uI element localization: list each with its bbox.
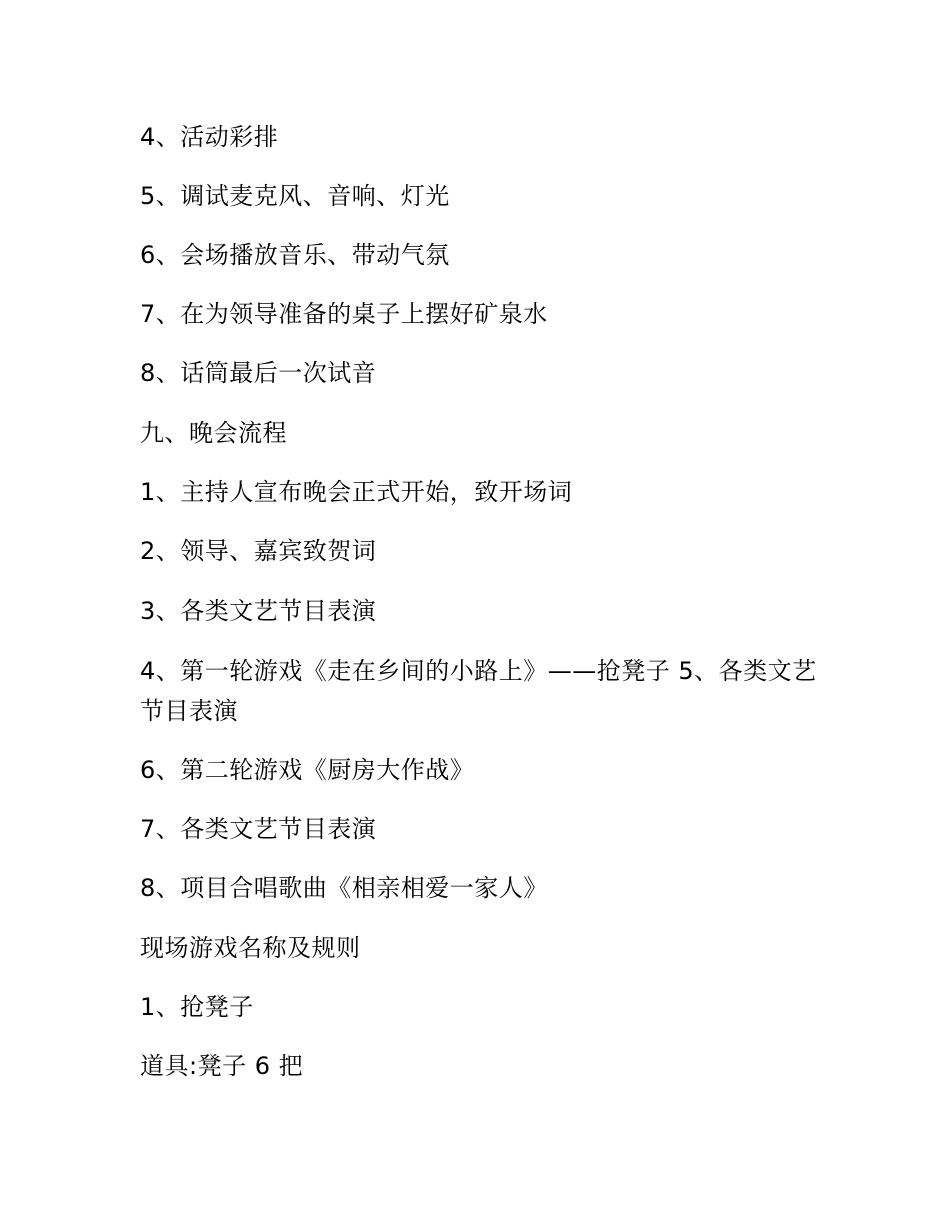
text-line: 1、主持人宣布晚会正式开始，致开场词 xyxy=(140,478,573,506)
text-line: 3、各类文艺节目表演 xyxy=(140,597,377,625)
section-heading: 现场游戏名称及规则 xyxy=(140,934,361,962)
text-paragraph: 4、第一轮游戏《走在乡间的小路上》——抢凳子 5、各类文艺节目表演 xyxy=(140,657,817,725)
text-line: 4、活动彩排 xyxy=(140,123,279,151)
text-line: 道具:凳子 6 把 xyxy=(140,1052,304,1080)
text-line: 5、调试麦克风、音响、灯光 xyxy=(140,182,450,210)
section-heading: 九、晚会流程 xyxy=(140,419,287,447)
text-line: 7、各类文艺节目表演 xyxy=(140,815,377,843)
text-line: 1、抢凳子 xyxy=(140,993,254,1021)
text-line: 6、会场播放音乐、带动气氛 xyxy=(140,241,450,269)
text-line: 8、话筒最后一次试音 xyxy=(140,359,377,387)
text-line: 7、在为领导准备的桌子上摆好矿泉水 xyxy=(140,300,548,328)
text-line: 8、项目合唱歌曲《相亲相爱一家人》 xyxy=(140,874,548,902)
text-line: 6、第二轮游戏《厨房大作战》 xyxy=(140,756,475,784)
text-line: 2、领导、嘉宾致贺词 xyxy=(140,537,377,565)
